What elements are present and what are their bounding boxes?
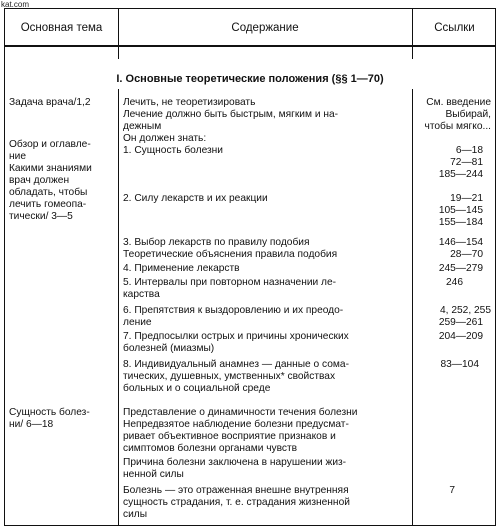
header-content: Содержание <box>231 22 299 34</box>
content-line: 3. Выбор лекарств по правилу подобия <box>123 237 310 248</box>
topic-line: ние <box>9 151 26 162</box>
content-line: Лечить, не теоретизировать <box>123 97 256 108</box>
content-line: болезней (миазмы) <box>123 343 215 354</box>
content-line: Лечение должно быть быстрым, мягким и на- <box>123 109 339 120</box>
ref-line: 185—244 <box>438 169 483 180</box>
header-refs: Ссылки <box>434 22 475 34</box>
topic-line: врач должен <box>9 175 70 186</box>
content-line: симптомов болезни органами чувств <box>123 443 298 454</box>
topic-line: Обзор и оглавле- <box>9 139 91 150</box>
content-table <box>4 8 496 526</box>
ref-line: 204—209 <box>438 331 483 342</box>
ref-line: 72—81 <box>450 157 483 168</box>
ref-line: 4, 252, 255 <box>440 305 491 316</box>
section-title: I. Основные теоретические положения (§§ 1—70) <box>116 73 384 85</box>
content-line: дежным <box>123 121 162 132</box>
topic-line: тически/ 3—5 <box>9 211 73 222</box>
content-line: Представление о динамичности течения болезни <box>123 407 358 418</box>
content-line: 2. Силу лекарств и их реакции <box>123 193 268 204</box>
content-line: ривает объективное восприятие признаков и <box>123 431 336 442</box>
content-line: 1. Сущность болезни <box>123 145 223 156</box>
ref-line: 245—279 <box>438 263 483 274</box>
content-line: Причина болезни заключена в нарушении жиз- <box>123 457 347 468</box>
content-line: 5. Интервалы при повторном назначении ле- <box>123 277 337 288</box>
content-line: 4. Применение лекарств <box>123 263 240 274</box>
ref-line: 6—18 <box>455 145 483 156</box>
ref-line: чтобы мягко... <box>424 121 491 132</box>
header-divider <box>5 45 495 47</box>
ref-line: 7 <box>449 485 455 496</box>
content-line: Он должен знать: <box>123 133 207 144</box>
content-line: 7. Предпосылки острых и причины хронических <box>123 331 349 342</box>
topic-line: обладать, чтобы <box>9 187 88 198</box>
ref-line: См. введение <box>426 97 491 108</box>
content-line: Болезнь — это отраженная внешне внутренняя <box>123 485 349 496</box>
content-line: сущность страдания, т. е. страдания жизненной <box>123 497 350 508</box>
content-line: ненной силы <box>123 469 184 480</box>
topic-line: ни/ 6—18 <box>9 419 54 430</box>
content-line: карства <box>123 289 160 300</box>
topic-line: Какими знаниями <box>9 163 92 174</box>
topic-line: Сущность болез- <box>9 407 90 418</box>
ref-line: 105—145 <box>438 205 483 216</box>
header-topic: Основная тема <box>20 22 103 34</box>
ref-line: Выбирай, <box>445 109 491 120</box>
content-line: силы <box>123 509 148 520</box>
content-line: 8. Индивидуальный анамнез — данные о сома- <box>123 359 349 370</box>
ref-line: 246 <box>446 277 463 288</box>
content-line: тических, душевных, умственных* свойствах <box>123 371 336 382</box>
topic-line: Задача врача/1,2 <box>9 97 91 108</box>
ref-line: 155—184 <box>438 217 483 228</box>
content-line: ление <box>123 317 152 328</box>
ref-line: 83—104 <box>440 359 479 370</box>
ref-line: 146—154 <box>438 237 483 248</box>
ref-line: 28—70 <box>450 249 483 260</box>
watermark: kat.com <box>1 0 30 9</box>
content-line: больных и о социальной среде <box>123 383 271 394</box>
ref-line: 19—21 <box>450 193 483 204</box>
content-line: 6. Препятствия к выздоровлению и их преодо- <box>123 305 344 316</box>
content-line: Теоретические объяснения правила подобия <box>123 249 338 260</box>
content-line: Непредвзятое наблюдение болезни предусмат- <box>123 419 349 430</box>
topic-line: лечить гомеопа- <box>9 199 87 210</box>
ref-line: 259—261 <box>438 317 483 328</box>
